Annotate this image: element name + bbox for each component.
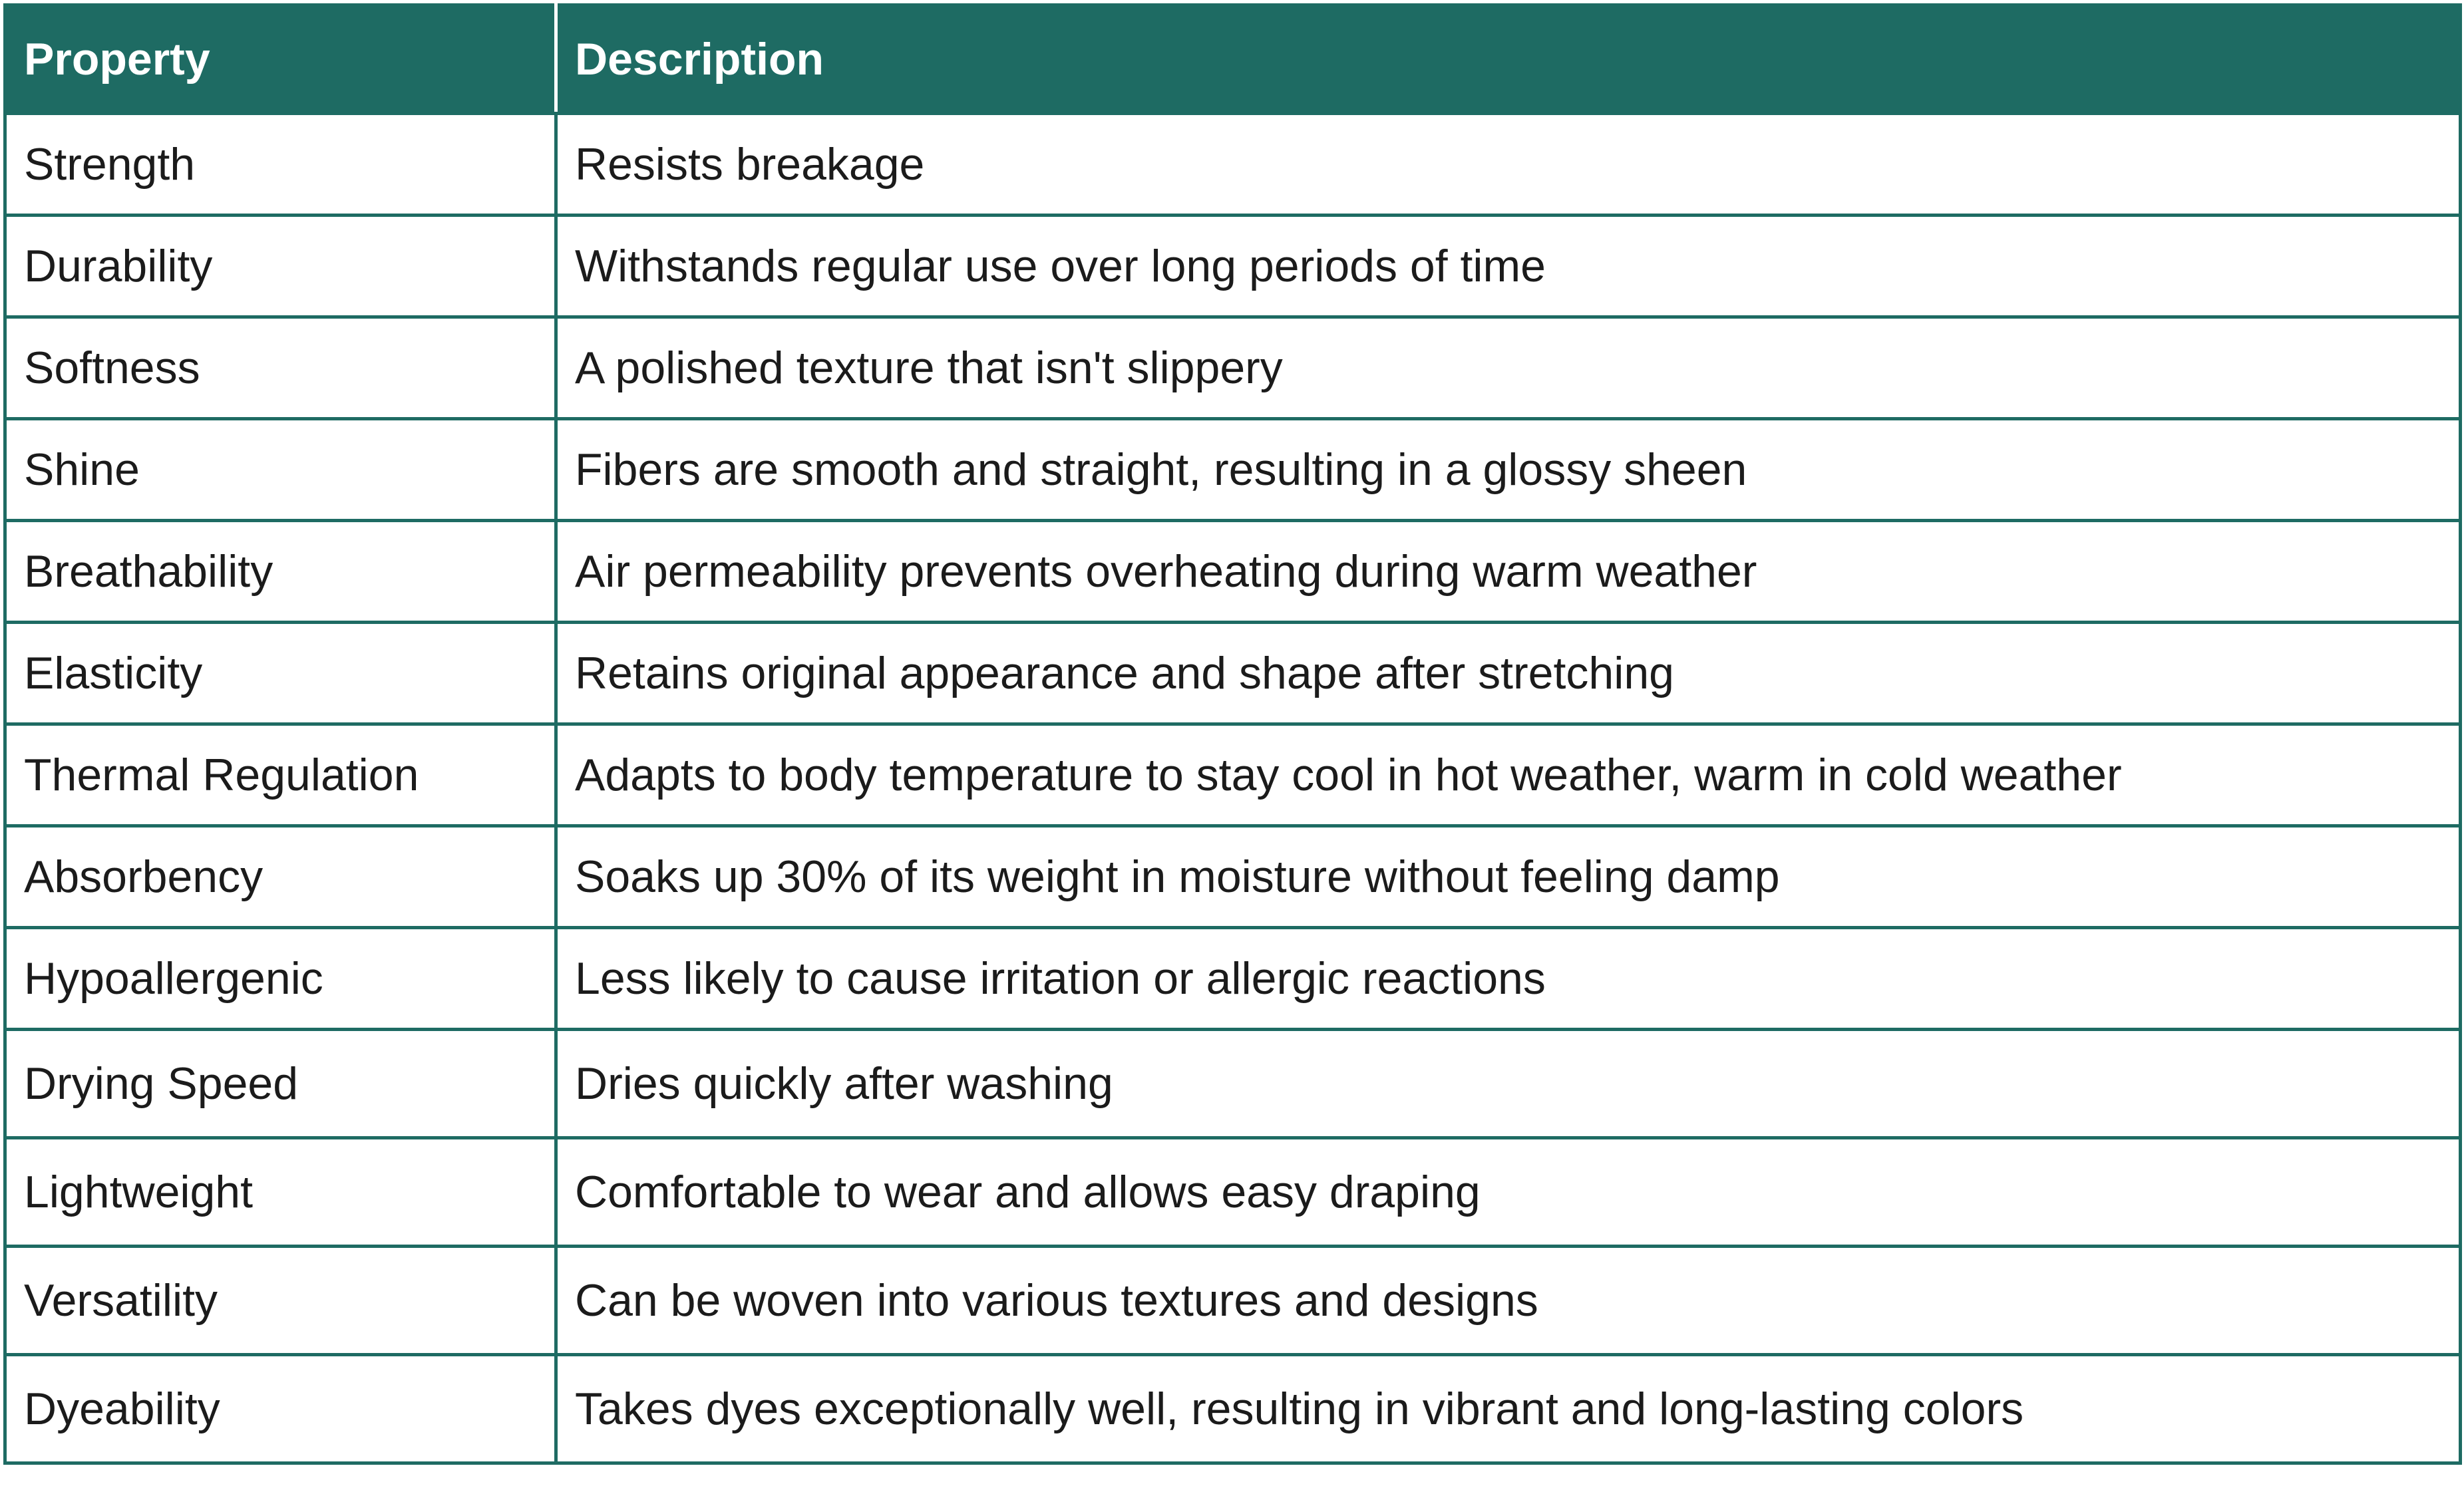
property-cell: Versatility xyxy=(5,1247,556,1355)
description-cell: Air permeability prevents overheating during warm weather xyxy=(556,521,2461,623)
header-description: Description xyxy=(556,5,2461,114)
property-cell: Shine xyxy=(5,419,556,521)
description-cell: Resists breakage xyxy=(556,114,2461,216)
description-cell: Withstands regular use over long periods of time xyxy=(556,216,2461,317)
table-row xyxy=(5,928,2461,1030)
table-header xyxy=(5,5,2461,114)
table-row xyxy=(5,1030,2461,1138)
description-cell: Retains original appearance and shape after stretching xyxy=(556,623,2461,724)
property-cell: Elasticity xyxy=(5,623,556,724)
property-cell: Lightweight xyxy=(5,1138,556,1247)
description-cell: Comfortable to wear and allows easy draping xyxy=(556,1138,2461,1247)
table-row xyxy=(5,114,2461,216)
properties-table-container xyxy=(3,3,2459,1465)
table-row xyxy=(5,724,2461,826)
description-cell: Can be woven into various textures and designs xyxy=(556,1247,2461,1355)
description-cell: Takes dyes exceptionally well, resulting in vibrant and long-lasting colors xyxy=(556,1355,2461,1463)
table-row xyxy=(5,419,2461,521)
description-cell: Less likely to cause irritation or allergic reactions xyxy=(556,928,2461,1030)
description-cell: Dries quickly after washing xyxy=(556,1030,2461,1138)
property-cell: Dyeability xyxy=(5,1355,556,1463)
table-row xyxy=(5,317,2461,419)
property-cell: Durability xyxy=(5,216,556,317)
properties-table xyxy=(3,3,2462,1465)
property-cell: Hypoallergenic xyxy=(5,928,556,1030)
table-row xyxy=(5,521,2461,623)
table-row xyxy=(5,623,2461,724)
description-cell: Fibers are smooth and straight, resulting in a glossy sheen xyxy=(556,419,2461,521)
header-row xyxy=(5,5,2461,114)
property-cell: Thermal Regulation xyxy=(5,724,556,826)
table-row xyxy=(5,1138,2461,1247)
table-row xyxy=(5,216,2461,317)
property-cell: Strength xyxy=(5,114,556,216)
description-cell: Soaks up 30% of its weight in moisture without feeling damp xyxy=(556,826,2461,928)
property-cell: Drying Speed xyxy=(5,1030,556,1138)
property-cell: Breathability xyxy=(5,521,556,623)
description-cell: A polished texture that isn't slippery xyxy=(556,317,2461,419)
header-property: Property xyxy=(5,5,556,114)
table-body xyxy=(5,114,2461,1463)
table-row xyxy=(5,1355,2461,1463)
property-cell: Absorbency xyxy=(5,826,556,928)
description-cell: Adapts to body temperature to stay cool in hot weather, warm in cold weather xyxy=(556,724,2461,826)
table-row xyxy=(5,826,2461,928)
property-cell: Softness xyxy=(5,317,556,419)
table-row xyxy=(5,1247,2461,1355)
